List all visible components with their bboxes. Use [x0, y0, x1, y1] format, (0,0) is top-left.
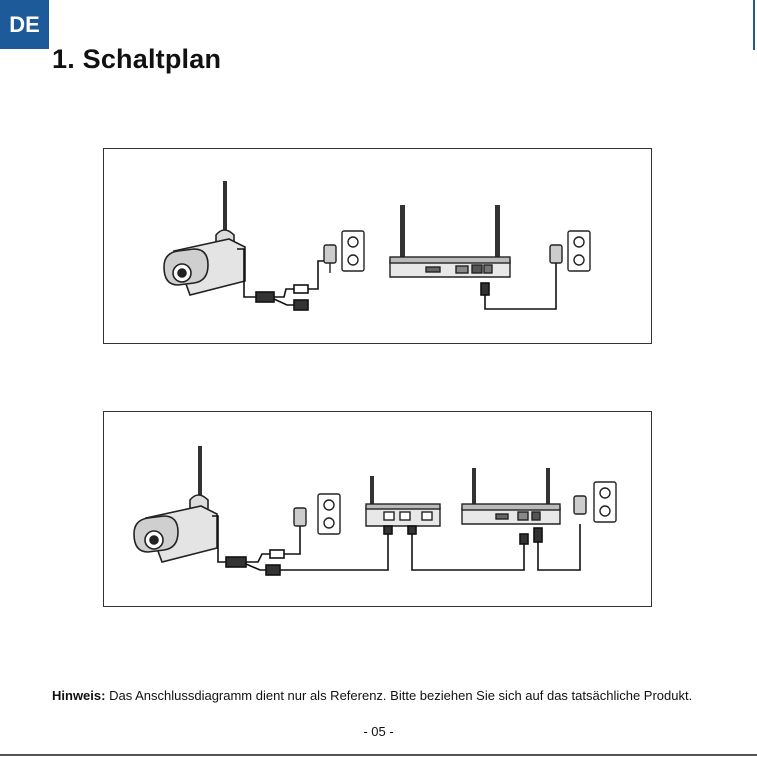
power-adapter-icon [324, 245, 336, 273]
bottom-divider [0, 754, 757, 756]
nvr-icon [462, 468, 560, 524]
note-text: Das Anschlussdiagramm dient nur als Referenz. Bitte beziehen Sie sich auf das tatsächliche Produkt. [105, 688, 693, 703]
router-icon [366, 476, 440, 526]
wiring-diagram-router [103, 411, 652, 607]
network-cable [384, 526, 528, 570]
wiring-diagram-direct-svg [104, 149, 653, 345]
page-title: 1. Schaltplan [52, 44, 222, 74]
power-adapter-icon [294, 508, 306, 526]
wall-outlet-icon [342, 231, 364, 271]
page-number: - 05 - [363, 724, 394, 739]
note-label: Hinweis: [52, 688, 106, 703]
language-tab: DE [0, 0, 49, 49]
wiring-diagram-direct [103, 148, 652, 344]
wall-outlet-icon [594, 482, 616, 522]
camera-icon [164, 181, 245, 295]
wiring-diagram-router-svg [104, 412, 653, 608]
wall-outlet-icon [568, 231, 590, 271]
camera-icon [134, 446, 217, 562]
nvr-icon [390, 205, 510, 277]
page-edge-rule [753, 0, 755, 50]
reference-note [52, 688, 692, 703]
power-adapter-icon [550, 245, 562, 263]
power-adapter-icon [574, 496, 586, 514]
nvr-power-cable [534, 524, 580, 570]
wall-outlet-icon [318, 494, 340, 534]
camera-cable [237, 249, 329, 310]
